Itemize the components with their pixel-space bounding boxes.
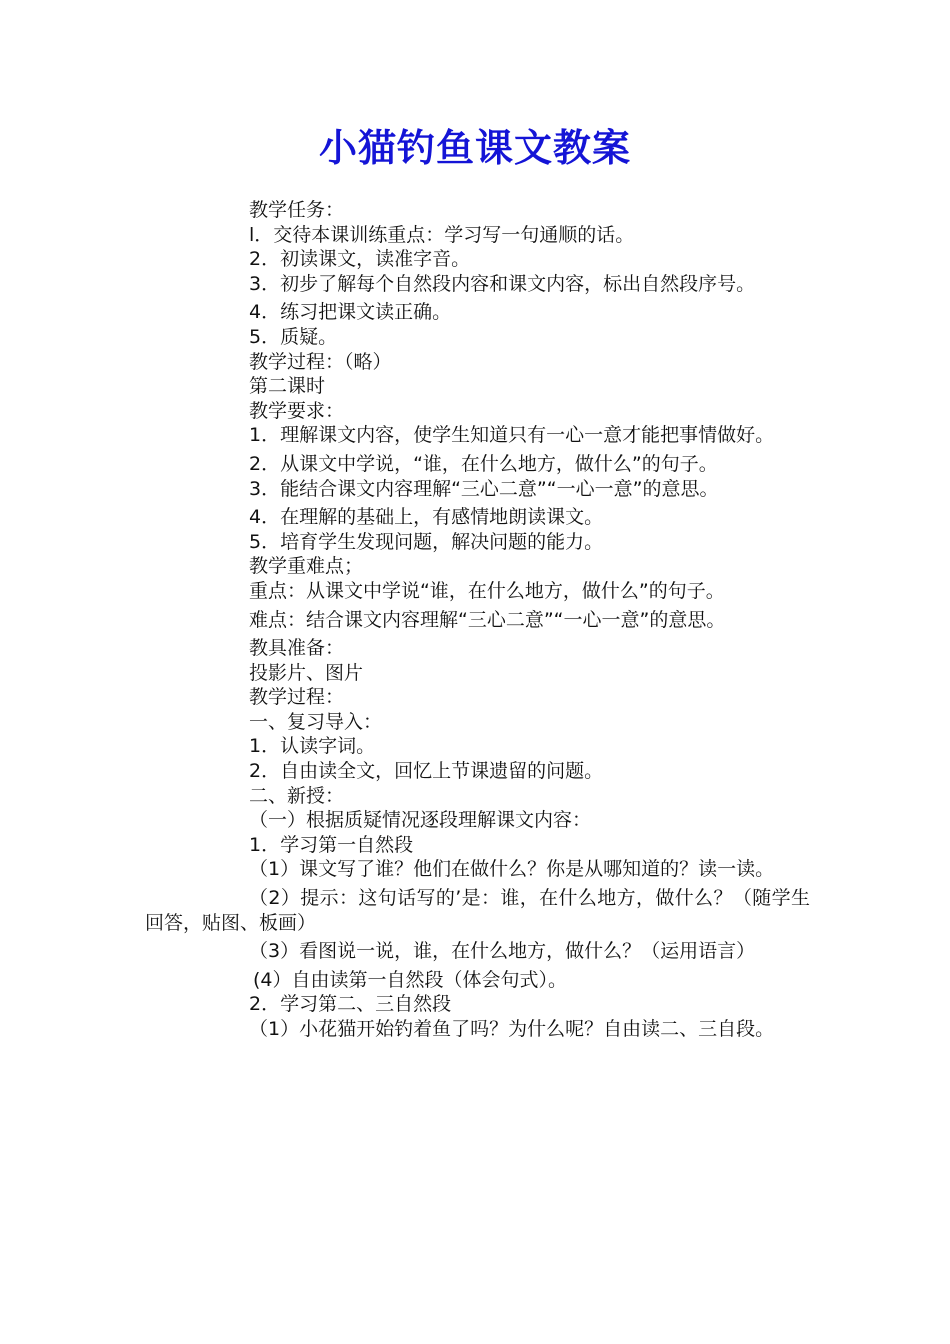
text-line: 二、新授：	[249, 784, 345, 807]
text-line: 投影片、图片	[249, 661, 364, 684]
text-line: 教学要求：	[249, 399, 345, 422]
text-line: 教具准备：	[249, 637, 345, 660]
text-line: 教学过程：	[249, 686, 345, 709]
paragraph: （3）看图说一说，谁，在什么地方，做什么？（运用语言）	[249, 940, 756, 963]
paragraph: 重点：从课文中学说“谁，在什么地方，做什么”的句子。	[249, 579, 725, 602]
text-line: 教学过程：（略）	[249, 350, 392, 373]
text-line: 教学任务：	[249, 199, 345, 221]
text-line: 2．从课文中学说，“谁，在什么地方，做什么”的句子。	[249, 452, 718, 475]
text-line: 1．认读字词。	[249, 735, 376, 758]
text-line: 1．学习第一自然段	[249, 833, 414, 856]
text-line: （一）根据质疑情况逐段理解课文内容：	[249, 809, 592, 832]
document-title: 小猫钓鱼课文教案	[318, 126, 631, 170]
paragraph: 3．能结合课文内容理解“三心二意”“一心一意”的意思。	[249, 477, 719, 500]
text-line: 2．初读课文，读准字音。	[249, 248, 471, 271]
paragraph: 3．初步了解每个自然段内容和课文内容，标出自然段序号。	[249, 272, 756, 295]
paragraph: 1．理解课文内容，使学生知道只有一心一意才能把事情做好。	[249, 424, 775, 447]
paragraph: （1）小花猫开始钓着鱼了吗？为什么呢？自由读二、三自段。	[249, 1018, 775, 1040]
text-line: 4．在理解的基础上，有感情地朗读课文。	[249, 506, 604, 529]
document-body	[145, 198, 810, 1042]
text-line: (4）自由读第一自然段（体会句式）。	[253, 968, 568, 991]
text-line: 一、复习导入：	[249, 710, 383, 733]
text-line: 第二课时	[249, 375, 326, 398]
text-line: l．交待本课训练重点：学习写一句通顺的话。	[249, 223, 635, 246]
text-line: 5．培育学生发现问题，解决问题的能力。	[249, 530, 604, 553]
text-line: 4．练习把课文读正确。	[249, 301, 452, 324]
text-line: 2．自由读全文，回忆上节课遗留的问题。	[249, 760, 604, 783]
paragraph: （2）提示：这句话写的’是：谁，在什么地方，做什么？（随学生回答，贴图、板画）	[145, 887, 810, 934]
text-line: 教学重难点；	[249, 555, 364, 578]
paragraph: 难点：结合课文内容理解“三心二意”“一心一意”的意思。	[249, 608, 726, 631]
text-line: 5．质疑。	[249, 325, 338, 348]
paragraph: （1）课文写了谁？他们在做什么？你是从哪知道的？读一读。	[249, 858, 775, 881]
text-line: 2．学习第二、三自然段	[249, 993, 452, 1016]
